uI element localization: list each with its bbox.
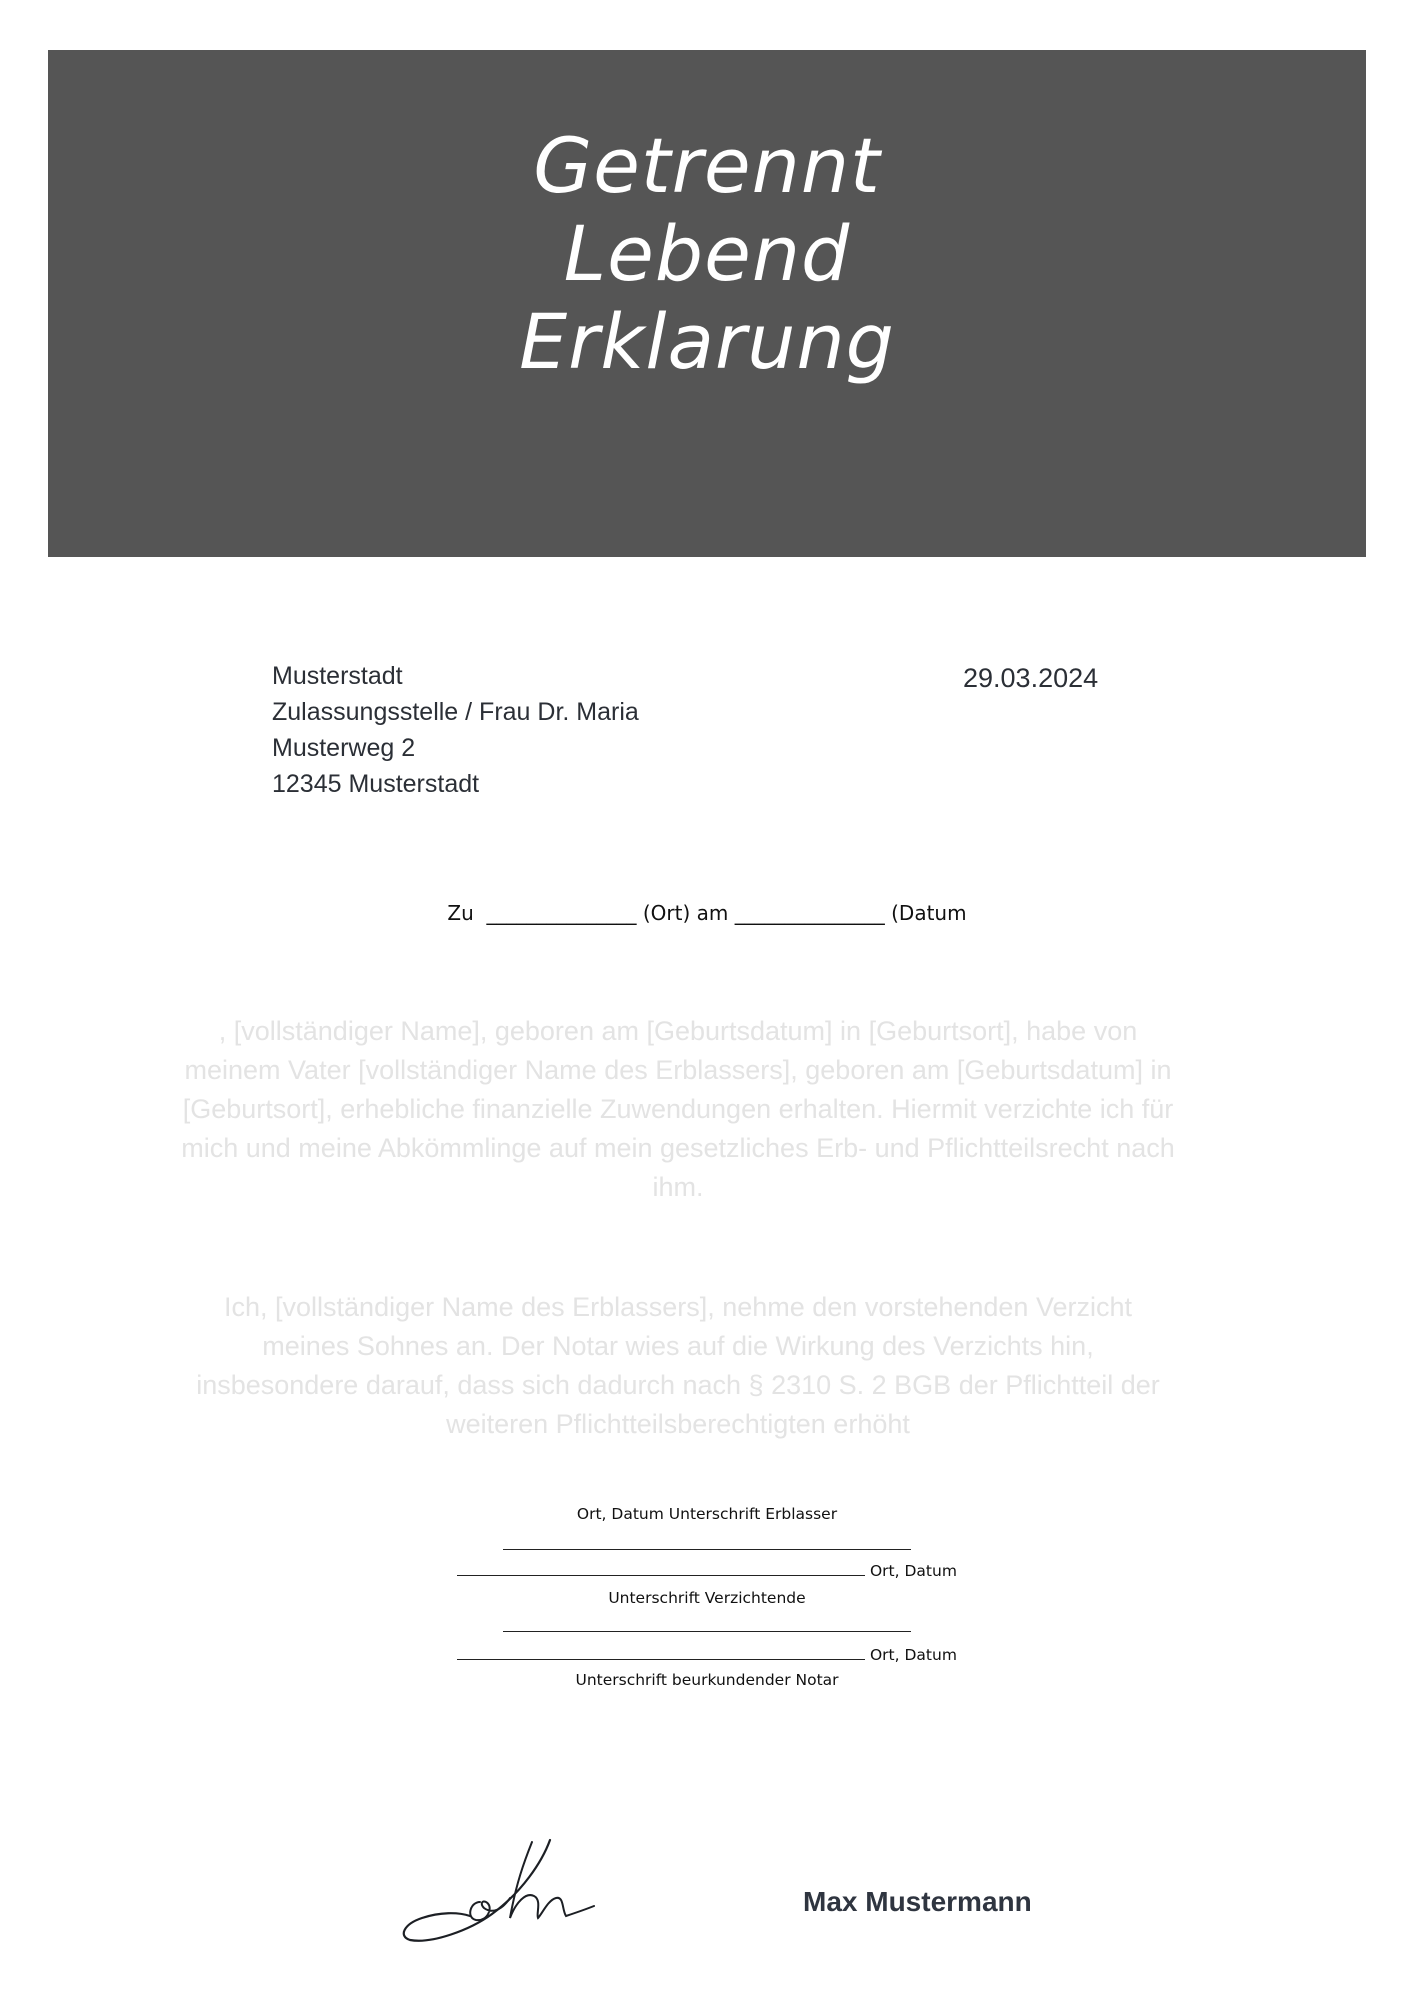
place-date-line-2 <box>457 1645 865 1660</box>
testator-signature-line <box>503 1535 911 1550</box>
notary-signature-label: Unterschrift beurkundender Notar <box>575 1671 839 1689</box>
place-line-blank-date: _______________ <box>734 901 885 925</box>
place-date-label-2: Ort, Datum <box>869 1646 957 1664</box>
testator-signature-label: Ort, Datum Unterschrift Erblasser <box>576 1505 838 1523</box>
recipient-line-office: Zulassungsstelle / Frau Dr. Maria <box>272 698 639 726</box>
title-line-1: Getrennt <box>533 121 881 210</box>
acceptance-paragraph: Ich, [vollständiger Name des Erblassers], nehme den vorstehenden Verzicht meines Sohnes an. Der Notar wies auf die Wirkung des Verzichts hin, insbesondere darauf, dass sich dadurch nach § 2310 S. 2 BGB der Pflichtteil der weiteren Pflichtteilsberechtigten erhöht <box>196 1292 1160 1439</box>
waiver-paragraph: , [vollständiger Name], geboren am [Geburtsdatum] in [Geburtsort], habe von meinem Vater [vollständiger Name des Erblassers], geboren am [Geburtsdatum] in [Geburtsort], erhebliche finanzielle Zuwendungen erhalten. Hiermit verzichte ich für mich und meine Abkömmlinge auf mein gesetzliches Erb- und Pflichtteilsrecht nach ihm. <box>181 1016 1175 1202</box>
recipient-line-postcode: 12345 Musterstadt <box>272 770 480 798</box>
document-title <box>48 122 1366 386</box>
place-line-blank-place: _______________ <box>486 901 637 925</box>
waiver-signature-label: Unterschrift Verzichtende <box>608 1589 806 1607</box>
place-date-line-1 <box>457 1561 865 1576</box>
header-band <box>48 50 1366 557</box>
place-date-line <box>0 898 1414 928</box>
place-line-suffix: (Datum <box>891 901 967 925</box>
signer-name: Max Mustermann <box>803 1886 1032 1917</box>
recipient-address <box>272 658 639 802</box>
place-line-middle: (Ort) am <box>642 901 729 925</box>
place-date-label-1: Ort, Datum <box>869 1562 957 1580</box>
handwritten-signature <box>392 1832 602 1950</box>
place-line-prefix: Zu <box>447 901 474 925</box>
waiver-signature-line <box>503 1617 911 1632</box>
document-date: 29.03.2024 <box>963 663 1099 693</box>
title-line-2: Lebend <box>563 209 851 298</box>
recipient-line-street: Musterweg 2 <box>272 734 416 762</box>
title-line-3: Erklarung <box>519 297 895 386</box>
recipient-line-city: Musterstadt <box>272 662 403 690</box>
